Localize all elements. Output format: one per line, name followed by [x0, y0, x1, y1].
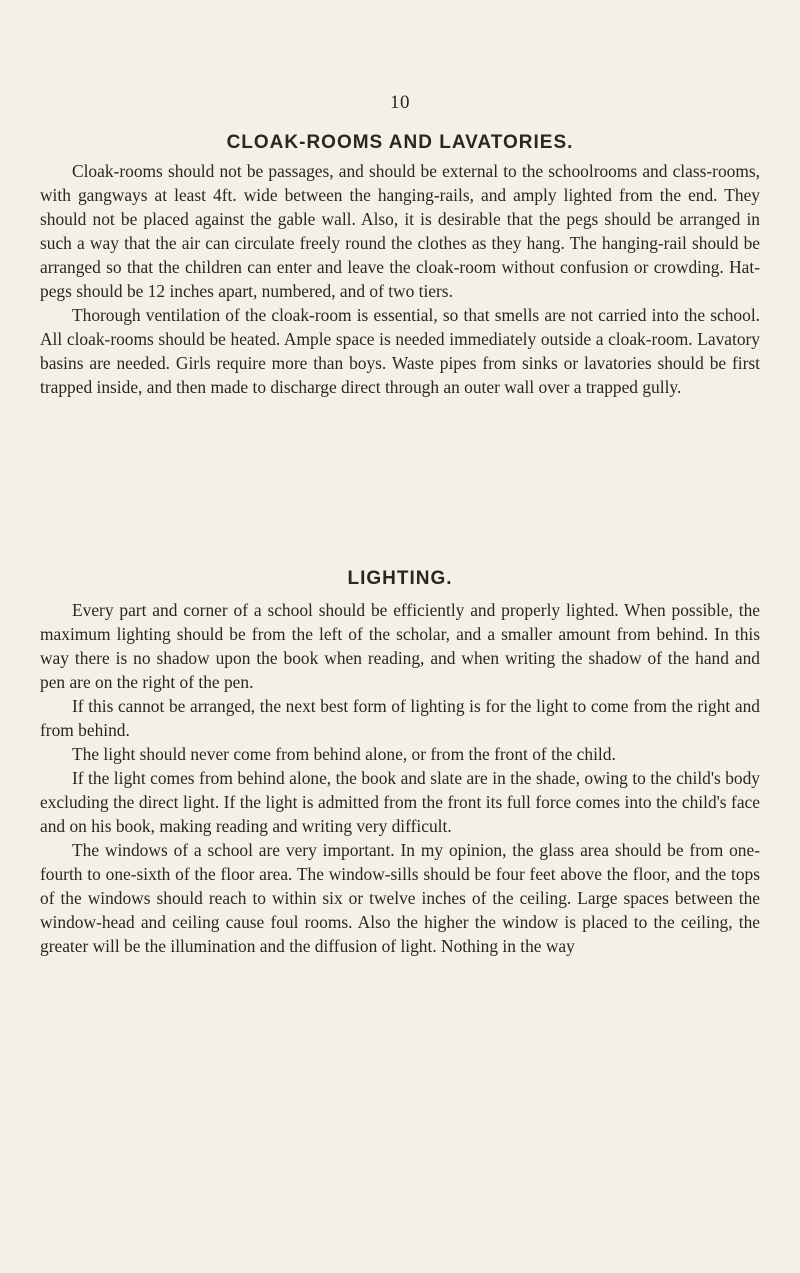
paragraph: If the light comes from behind alone, the book and slate are in the shade, owing to the child's body excluding the direct light. If the light is admitted from the front its full force comes into the child's face and on his book, making reading and writing very difficult. [40, 768, 760, 836]
paragraph: The light should never come from behind alone, or from the front of the child. [72, 744, 616, 764]
section-heading-lighting: LIGHTING. [347, 568, 453, 589]
paragraph: If this cannot be arranged, the next best form of lighting is for the light to come from the right and from behind. [40, 696, 760, 740]
page-number: 10 [390, 92, 410, 113]
paragraph: Thorough ventilation of the cloak-room is essential, so that smells are not carried into the school. All cloak-rooms should be heated. Ample space is needed immediately outside a cloak-room. Lavatory basins are needed. Girls require more than boys. Waste pipes from sinks or lavatories should be first trapped inside, and then made to discharge direct through an outer wall over a trapped gully. [40, 305, 760, 397]
section-heading-cloak-rooms: CLOAK-ROOMS AND LAVATORIES. [226, 132, 574, 153]
section-lighting [40, 598, 760, 958]
paragraph: Cloak-rooms should not be passages, and should be external to the schoolrooms and class-rooms, with gangways at least 4ft. wide between the hanging-rails, and amply lighted from the end. They should not be placed against the gable wall. Also, it is desirable that the pegs should be arranged in such a way that the air can circulate freely round the clothes as they hang. The hanging-rail should be arranged so that the children can enter and leave the cloak-room without confusion or crowding. Hat-pegs should be 12 inches apart, numbered, and of two tiers. [40, 161, 760, 301]
paragraph: The windows of a school are very important. In my opinion, the glass area should be from one-fourth to one-sixth of the floor area. The window-sills should be four feet above the floor, and the tops of the windows should reach to within six or twelve inches of the ceiling. Large spaces between the window-head and ceiling cause foul rooms. Also the higher the window is placed to the ceiling, the greater will be the illumination and the diffusion of light. Nothing in the way [40, 840, 760, 956]
paragraph: Every part and corner of a school should be efficiently and properly lighted. When possible, the maximum lighting should be from the left of the scholar, and a smaller amount from behind. In this way there is no shadow upon the book when reading, and when writing the shadow of the hand and pen are on the right of the pen. [40, 600, 760, 692]
section-cloak-rooms [40, 159, 760, 399]
document-page [40, 0, 760, 1273]
